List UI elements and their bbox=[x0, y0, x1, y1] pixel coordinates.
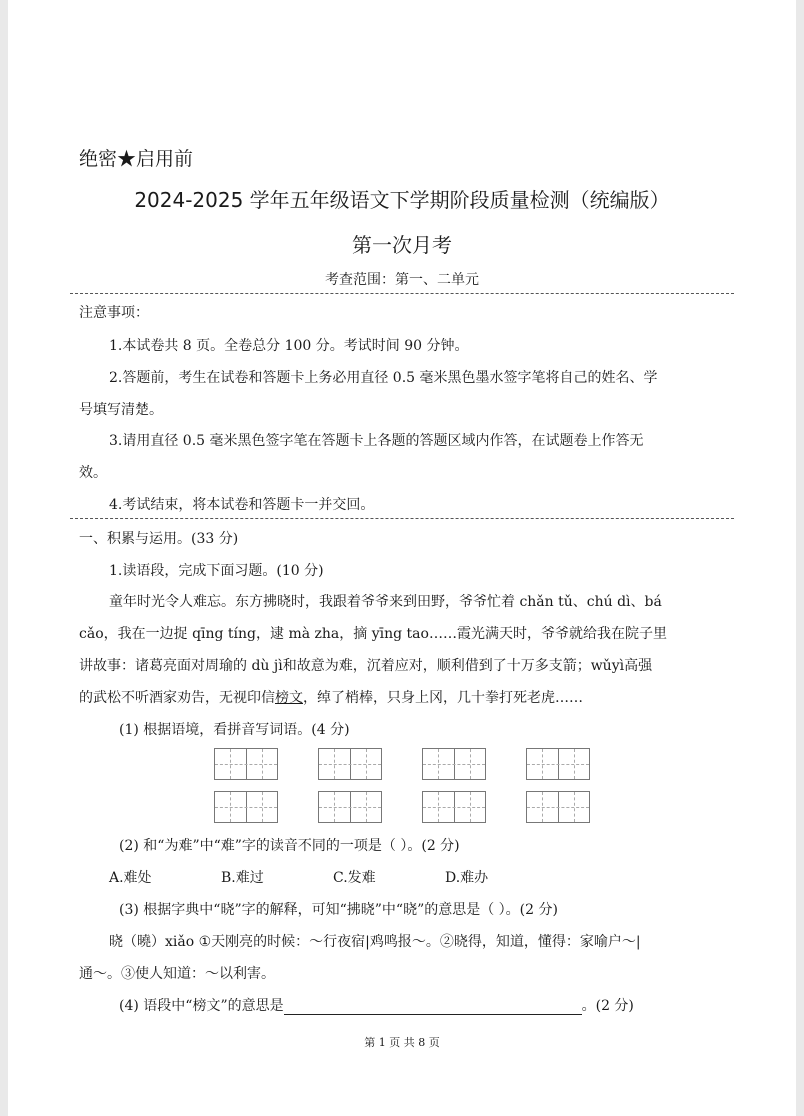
exam-page bbox=[8, 0, 796, 1116]
notes-heading: 注意事项： bbox=[79, 305, 149, 321]
writing-box[interactable] bbox=[526, 748, 590, 780]
passage-line-1: 童年时光令人难忘。东方拂晓时，我跟着爷爷来到田野，爷爷忙着 chǎn tǔ、chú dì、bá bbox=[109, 594, 662, 610]
dictionary-line-2: 通～。③使人知道：～以利害。 bbox=[79, 966, 275, 982]
sub-question-4-score: 。(2 分) bbox=[581, 998, 634, 1014]
sub-question-3: (3) 根据字典中“晓”字的解释，可知“拂晓”中“晓”的意思是（ ）。(2 分) bbox=[119, 902, 558, 918]
passage-line-3: 讲故事：诸葛亮面对周瑜的 dù jì和故意为难，沉着应对，顺利借到了十万多支箭；wǔyì高强 bbox=[79, 658, 653, 674]
sub-question-4-text: (4) 语段中“榜文”的意思是 bbox=[119, 998, 284, 1014]
option-c[interactable]: C.发难 bbox=[333, 870, 376, 886]
writing-box[interactable] bbox=[422, 748, 486, 780]
confidential-label: 绝密★启用前 bbox=[79, 148, 194, 170]
passage-line-4-end: ，绰了梢棒，只身上冈，几十拳打死老虎…… bbox=[303, 690, 583, 706]
answer-blank[interactable] bbox=[284, 1000, 582, 1015]
writing-box[interactable] bbox=[318, 791, 382, 823]
passage-line-4-start: 的武松不听酒家劝告，无视印信 bbox=[79, 690, 275, 706]
question-1: 1.读语段，完成下面习题。(10 分) bbox=[109, 563, 324, 579]
writing-box[interactable] bbox=[422, 791, 486, 823]
exam-scope: 考查范围：第一、二单元 bbox=[325, 272, 479, 288]
dictionary-line-1: 晓（曉）xiǎo ①天刚亮的时候：～行夜宿|鸡鸣报～。②晓得，知道，懂得：家喻户～| bbox=[109, 934, 641, 950]
note-item-3: 3.请用直径 0.5 毫米黑色签字笔在答题卡上各题的答题区域内作答，在试题卷上作答无 bbox=[109, 433, 644, 449]
option-d[interactable]: D.难办 bbox=[445, 870, 489, 886]
writing-box[interactable] bbox=[318, 748, 382, 780]
divider-top bbox=[70, 293, 734, 294]
passage-line-2: cǎo，我在一边捉 qīng tíng，逮 mà zha，摘 yīng tao……霞光满天时，爷爷就给我在院子里 bbox=[79, 626, 667, 642]
note-item-2: 2.答题前，考生在试卷和答题卡上务必用直径 0.5 毫米黑色墨水签字笔将自己的姓名、学 bbox=[109, 370, 658, 386]
writing-box[interactable] bbox=[214, 791, 278, 823]
section-heading: 一、积累与运用。(33 分) bbox=[79, 531, 239, 547]
writing-box[interactable] bbox=[526, 791, 590, 823]
option-a[interactable]: A.难处 bbox=[109, 870, 152, 886]
passage-line-4 bbox=[79, 687, 583, 707]
note-item-1: 1.本试卷共 8 页。全卷总分 100 分。考试时间 90 分钟。 bbox=[109, 338, 469, 354]
page-footer: 第 1 页 共 8 页 bbox=[364, 1036, 440, 1049]
exam-subtitle: 第一次月考 bbox=[352, 233, 452, 257]
note-item-3-cont: 效。 bbox=[79, 465, 107, 481]
underlined-word: 榜文 bbox=[275, 690, 303, 706]
sub-question-4 bbox=[119, 995, 634, 1015]
sub-question-2: (2) 和“为难”中“难”字的读音不同的一项是（ ）。(2 分) bbox=[119, 838, 460, 854]
exam-title: 2024-2025 学年五年级语文下学期阶段质量检测（统编版） bbox=[134, 188, 670, 212]
note-item-2-cont: 号填写清楚。 bbox=[79, 402, 163, 418]
option-b[interactable]: B.难过 bbox=[221, 870, 264, 886]
sub-question-1: (1) 根据语境，看拼音写词语。(4 分) bbox=[119, 722, 350, 738]
divider-bottom bbox=[70, 518, 734, 519]
writing-box[interactable] bbox=[214, 748, 278, 780]
note-item-4: 4.考试结束，将本试卷和答题卡一并交回。 bbox=[109, 497, 375, 513]
answer-options bbox=[109, 867, 557, 887]
